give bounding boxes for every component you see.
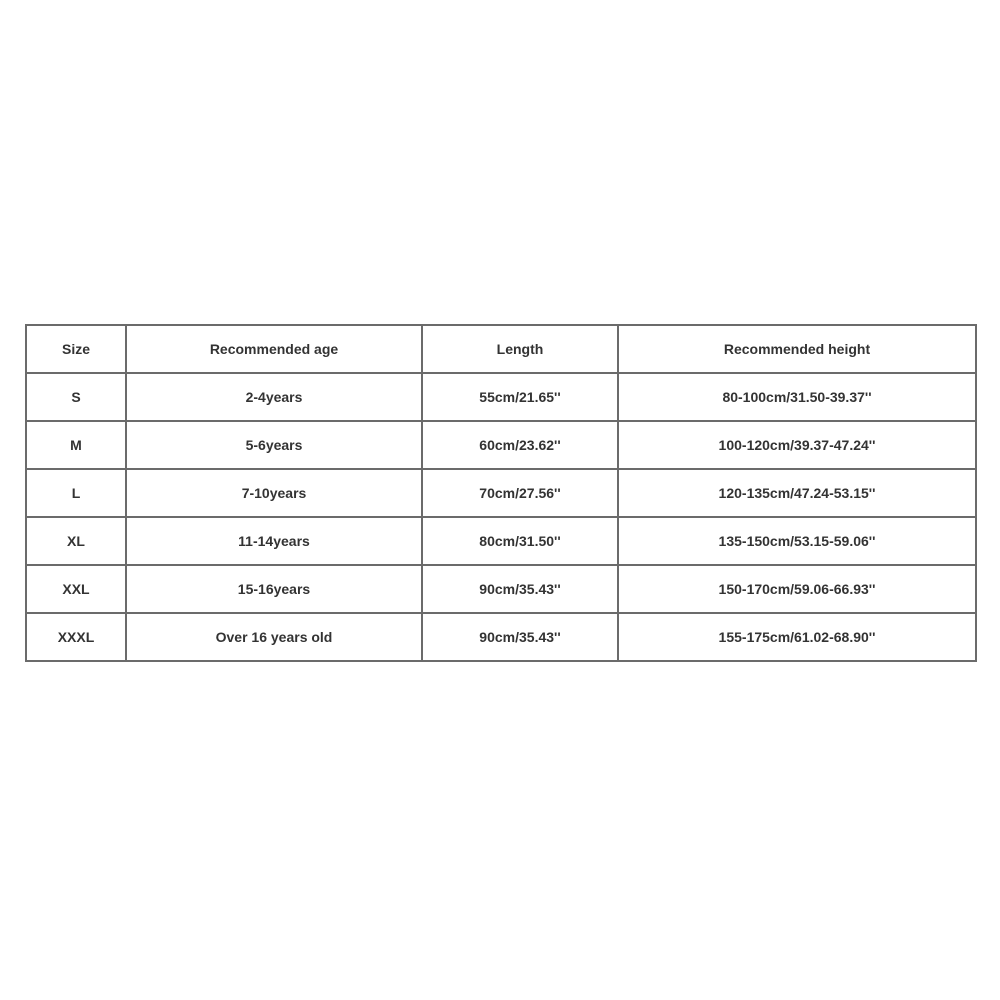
cell-age: Over 16 years old <box>126 613 422 661</box>
cell-size: XXXL <box>26 613 126 661</box>
table-header-row <box>26 325 976 373</box>
cell-height: 155-175cm/61.02-68.90'' <box>618 613 976 661</box>
cell-length: 70cm/27.56'' <box>422 469 618 517</box>
table-row <box>26 517 976 565</box>
cell-height: 135-150cm/53.15-59.06'' <box>618 517 976 565</box>
cell-length: 90cm/35.43'' <box>422 613 618 661</box>
header-recommended-height: Recommended height <box>618 325 976 373</box>
size-chart-table <box>25 324 977 662</box>
cell-height: 80-100cm/31.50-39.37'' <box>618 373 976 421</box>
cell-size: XXL <box>26 565 126 613</box>
cell-length: 90cm/35.43'' <box>422 565 618 613</box>
cell-length: 80cm/31.50'' <box>422 517 618 565</box>
table-row <box>26 373 976 421</box>
cell-height: 150-170cm/59.06-66.93'' <box>618 565 976 613</box>
cell-age: 2-4years <box>126 373 422 421</box>
cell-length: 60cm/23.62'' <box>422 421 618 469</box>
header-recommended-age: Recommended age <box>126 325 422 373</box>
table-row <box>26 421 976 469</box>
table-row <box>26 469 976 517</box>
table-row <box>26 613 976 661</box>
cell-age: 15-16years <box>126 565 422 613</box>
cell-age: 11-14years <box>126 517 422 565</box>
cell-age: 5-6years <box>126 421 422 469</box>
table-row <box>26 565 976 613</box>
cell-height: 120-135cm/47.24-53.15'' <box>618 469 976 517</box>
cell-length: 55cm/21.65'' <box>422 373 618 421</box>
cell-size: S <box>26 373 126 421</box>
header-size: Size <box>26 325 126 373</box>
cell-height: 100-120cm/39.37-47.24'' <box>618 421 976 469</box>
cell-size: M <box>26 421 126 469</box>
cell-size: L <box>26 469 126 517</box>
cell-age: 7-10years <box>126 469 422 517</box>
cell-size: XL <box>26 517 126 565</box>
header-length: Length <box>422 325 618 373</box>
